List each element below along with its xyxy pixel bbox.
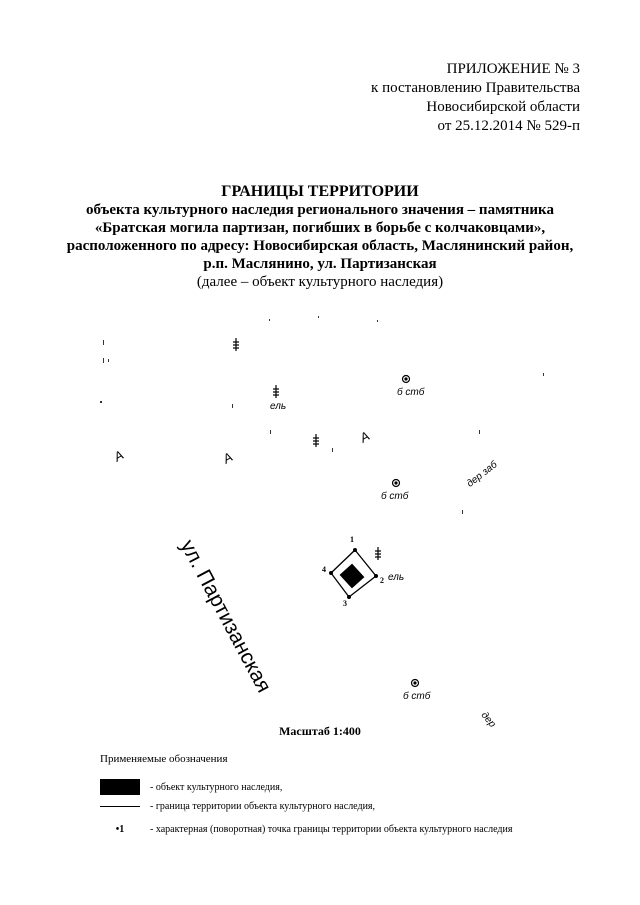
- fence-label: дер заб: [465, 459, 500, 490]
- boundary-point: [329, 571, 333, 575]
- legend-title: Применяемые обозначения: [100, 753, 228, 765]
- appendix-block: [330, 60, 580, 136]
- vegetation-icon: A: [357, 428, 373, 446]
- appendix-line-3: Новосибирской области: [426, 99, 580, 115]
- appendix-number: ПРИЛОЖЕНИЕ № 3: [446, 61, 580, 77]
- legend-item-point: •1 - характерная (поворотная) точка границы территории объекта культурного наследия: [100, 819, 512, 839]
- tree-icon: [313, 434, 319, 447]
- tree-icon: [273, 385, 279, 398]
- title-block: [20, 182, 620, 291]
- pole-icon: [412, 680, 419, 687]
- point-icon: •1: [115, 823, 125, 835]
- legend-item-object: - объект культурного наследия,: [100, 777, 282, 797]
- pole-label: б стб: [403, 691, 431, 702]
- title-line-1: объекта культурного наследия регионального значения – памятника: [86, 202, 554, 218]
- title-line-3: расположенного по адресу: Новосибирская область, Маслянинский район,: [66, 238, 574, 254]
- tree-icon: [375, 547, 381, 560]
- map-scale: Масштаб 1:400: [279, 724, 361, 738]
- boundary-line-icon: [100, 806, 140, 807]
- vegetation-icon: A: [111, 447, 127, 465]
- point-number: 4: [322, 565, 326, 574]
- boundary-point: [347, 595, 351, 599]
- title-note: (далее – объект культурного наследия): [196, 274, 444, 290]
- page-title: ГРАНИЦЫ ТЕРРИТОРИИ: [221, 183, 419, 200]
- appendix-date: от 25.12.2014 № 529-п: [437, 118, 580, 134]
- wooden-label: дер: [478, 710, 498, 730]
- tree-symbols: [233, 338, 381, 560]
- heritage-object: [341, 565, 363, 587]
- boundary-point: [374, 574, 378, 578]
- point-number: 3: [343, 599, 347, 608]
- vegetation-icon: A: [220, 449, 236, 467]
- map-drawing: [0, 300, 640, 740]
- tree-label: ель: [388, 572, 405, 583]
- pole-symbols: [393, 376, 419, 687]
- tree-icon: [233, 338, 239, 351]
- street-name: ул. Партизанская: [175, 536, 276, 697]
- pole-label: б стб: [397, 387, 425, 398]
- pole-icon: [403, 376, 410, 383]
- map-area: [0, 300, 640, 740]
- boundary-point: [353, 548, 357, 552]
- appendix-line-2: к постановлению Правительства: [371, 80, 580, 96]
- point-number: 2: [380, 576, 384, 585]
- tree-label: ель: [270, 401, 287, 412]
- title-line-4: р.п. Маслянино, ул. Партизанская: [203, 256, 437, 272]
- filled-square-icon: [100, 779, 140, 795]
- legend-item-boundary: - граница территории объекта культурного наследия,: [100, 796, 375, 816]
- pole-label: б стб: [381, 491, 409, 502]
- vegetation-markers: [110, 428, 372, 467]
- point-number: 1: [350, 535, 354, 544]
- title-line-2: «Братская могила партизан, погибших в борьбе с колчаковцами»,: [94, 220, 546, 236]
- pole-icon: [393, 480, 400, 487]
